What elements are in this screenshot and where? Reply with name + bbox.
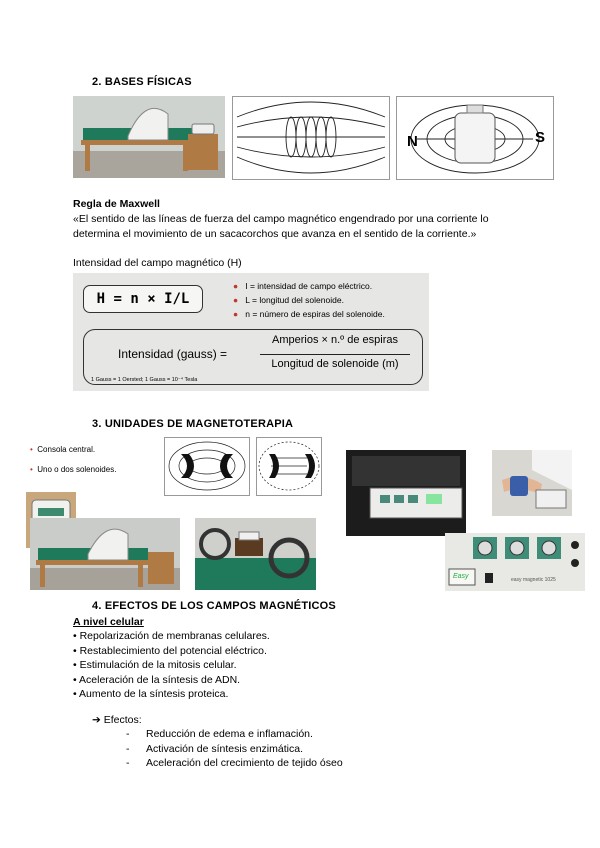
formula-footnote: 1 Gauss = 1 Oersted; 1 Gauss = 10⁻⁴ Tesla xyxy=(91,377,198,383)
effect-item: - Activación de síntesis enzimática. xyxy=(126,742,303,755)
cellular-effect-item: • Repolarización de membranas celulares. xyxy=(73,630,270,642)
formula-definitions xyxy=(233,279,385,321)
solenoid-field-diagram xyxy=(256,437,322,496)
maxwell-text-line-2: determina el movimiento de un sacacorchos que avanza en el sentido de la corriente.» xyxy=(73,228,477,240)
device-panel-photo xyxy=(445,533,585,591)
ns-solenoid-illustration xyxy=(397,97,553,179)
console-photo xyxy=(346,450,466,536)
ns-solenoid-diagram xyxy=(396,96,554,180)
pole-s-label: S xyxy=(535,129,546,146)
cellular-effect-item: • Aumento de la síntesis proteica. xyxy=(73,688,229,700)
maxwell-text-line-1: «El sentido de las líneas de fuerza del campo magnético engendrado por una corriente lo xyxy=(73,213,489,225)
opposing-magnets-diagram xyxy=(164,437,250,496)
effects-label: ➔ Efectos: xyxy=(92,714,142,726)
effects-list xyxy=(126,727,343,771)
opposing-magnets-illustration xyxy=(165,438,249,495)
cellular-effect-item: • Aceleración de la síntesis de ADN. xyxy=(73,673,241,686)
formula-def-item: ● n = número de espiras del solenoide. xyxy=(233,309,385,319)
formula-def-item: ● L = longitud del solenoide. xyxy=(233,295,344,305)
formula-box xyxy=(83,285,203,313)
coil-field-lines-illustration xyxy=(233,97,389,179)
intensity-formula-lhs: Intensidad (gauss) = xyxy=(118,347,228,361)
units-list-item: • Consola central. xyxy=(30,445,96,454)
device-brand-label: Easy xyxy=(453,573,469,580)
stretcher-2-illustration xyxy=(30,518,180,590)
pole-n-label: N xyxy=(407,133,418,150)
formula-panel xyxy=(73,273,429,391)
effect-item: - Aceleración del crecimiento de tejido óseo xyxy=(126,757,343,769)
units-list-item: • Uno o dos solenoides. xyxy=(30,465,117,474)
console-illustration xyxy=(346,450,466,536)
solenoid-stretcher-photo xyxy=(73,96,225,178)
intensity-formula-numerator: Amperios × n.º de espiras xyxy=(272,334,398,346)
section-2-title: 2. BASES FÍSICAS xyxy=(92,76,192,88)
formula-def-item: ● I = intensidad de campo eléctrico. xyxy=(233,281,373,291)
cellular-effect-item: • Restablecimiento del potencial eléctrico. xyxy=(73,644,267,657)
double-solenoid-photo xyxy=(195,518,316,590)
section-4-title: 4. EFECTOS DE LOS CAMPOS MAGNÉTICOS xyxy=(92,600,336,612)
formula-main: H = n × I/L xyxy=(96,291,190,307)
coil-field-lines-diagram xyxy=(232,96,390,180)
solenoid-field-illustration xyxy=(257,438,321,495)
effect-item: - Reducción de edema e inflamación. xyxy=(126,728,313,740)
arm-treatment-photo xyxy=(492,450,572,516)
fraction-bar xyxy=(260,354,410,355)
intensity-label: Intensidad del campo magnético (H) xyxy=(73,257,242,269)
arm-treatment-illustration xyxy=(492,450,572,516)
maxwell-heading: Regla de Maxwell xyxy=(73,198,160,210)
double-solenoid-illustration xyxy=(195,518,316,590)
cellular-effect-item: • Estimulación de la mitosis celular. xyxy=(73,659,237,671)
units-list xyxy=(30,440,116,480)
solenoid-stretcher-illustration xyxy=(73,96,225,178)
section-3-title: 3. UNIDADES DE MAGNETOTERAPIA xyxy=(92,418,294,430)
device-model-label: easy magnetic 1025 xyxy=(511,577,556,583)
cellular-level-heading: A nivel celular xyxy=(73,616,144,628)
intensity-formula-denominator: Longitud de solenoide (m) xyxy=(271,358,399,370)
stretcher-photo-2 xyxy=(30,518,180,590)
cellular-effects-list xyxy=(73,629,270,702)
